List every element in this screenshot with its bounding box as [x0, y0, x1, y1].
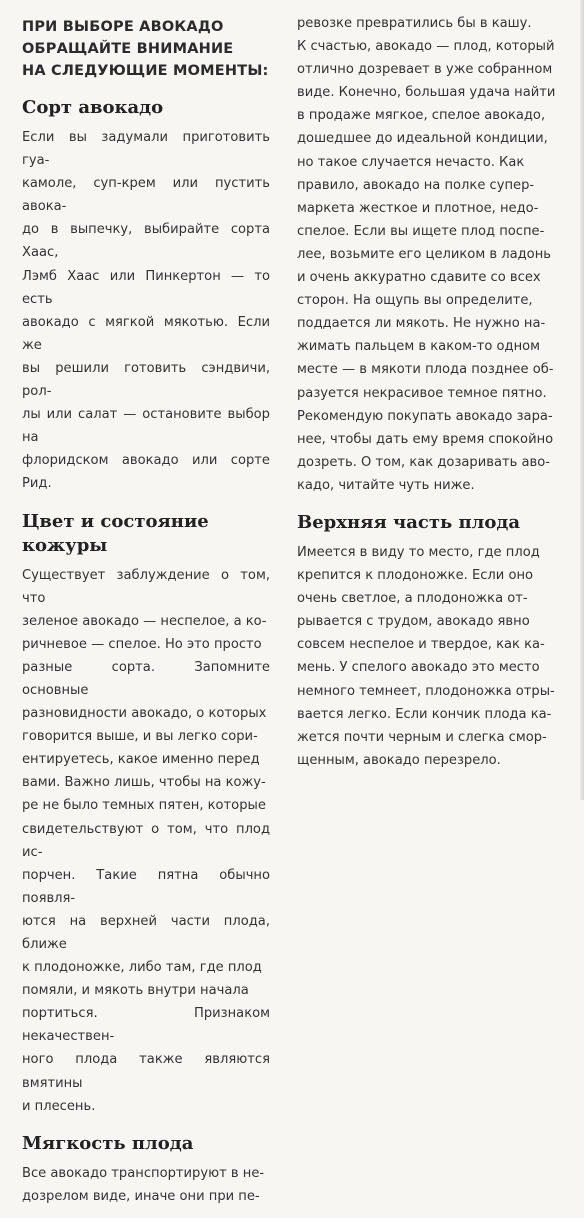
section-title-softness: Мягкость плода: [22, 1132, 194, 1154]
section-text-skin: Существует заблуждение о том, что зеленое авокадо — неспелое, а ко- ричневое — спелое. Но это просто разные сорта. Запомните основные разновидности авокадо, о которых говорится выше, и вы легко сори- ентируетесь, какое именно перед вами. Важно лишь, чтобы на кожу- ре не было темных пятен, которые свидетельствуют о том, что плод ис- порчен. Такие пятна обычно появля- ются на верхней части плода, ближе к плодоножке, либо там, где плод помяли, и мякоть внутри начала портиться. Признаком некачествен- ного плода также являются вмятины и плесень.: [22, 567, 270, 1114]
section-text-softness-start: Все авокадо транспортируют в не- дозрелом виде, иначе они при пе-: [22, 1165, 265, 1204]
right-column: [297, 12, 559, 782]
intro-heading: ПРИ ВЫБОРЕ АВОКАДО ОБРАЩАЙТЕ ВНИМАНИЕ НА СЛЕДУЮЩИЕ МОМЕНТЫ:: [22, 19, 269, 79]
section-text-variety: Если вы задумали приготовить гуа- камоле, суп-крем или пустить авока- до в выпечку, выбирайте сорта Хаас, Лэмб Хаас или Пинкертон — то есть авокадо с мягкой мякотью. Если же вы решили готовить сэндвичи, рол- лы или салат — остановите выбор на флоридском авокадо или сорте Рид.: [22, 130, 270, 492]
section-text-top: Имеется в виду то место, где плод крепится к плодоножке. Если оно очень светлое, а плодоножка от- рывается с трудом, авокадо явно совсем неспелое и твердое, как ка- мень. У спелого авокадо это место немного темнеет, плодоножка отры- вается легко. Если кончик плода ка- жется почти черным и слегка смор- щенным, авокадо перезрело.: [297, 544, 555, 768]
section-text-softness-continued: ревозке превратились бы в кашу. К счастью, авокадо — плод, который отлично дозревает в уже собранном виде. Конечно, большая удача найти в продаже мягкое, спелое авокадо, дошедшее до идеальной кондиции, но такое случается нечасто. Как правило, авокадо на полке супер- маркета жесткое и плотное, недо- спелое. Если вы ищете плод поспе- лее, возьмите его целиком в ладонь и очень аккуратно сдавите со всех сторон. На ощупь вы определите, поддается ли мякоть. Не нужно на- жимать пальцем в каком-то одном месте — в мякоти плода позднее об- разуется некрасивое темное пятно. Рекомендую покупать авокадо зара- нее, чтобы дать ему время спокойно дозреть. О том, как дозаривать аво- кадо, читайте чуть ниже.: [297, 16, 556, 493]
section-title-top: Верхняя часть плода: [297, 511, 520, 533]
page-edge-shadow: [580, 0, 584, 800]
section-title-variety: Сорт авокадо: [22, 97, 164, 118]
left-column: [22, 12, 270, 1218]
section-title-skin: Цвет и состояние кожуры: [22, 510, 209, 556]
